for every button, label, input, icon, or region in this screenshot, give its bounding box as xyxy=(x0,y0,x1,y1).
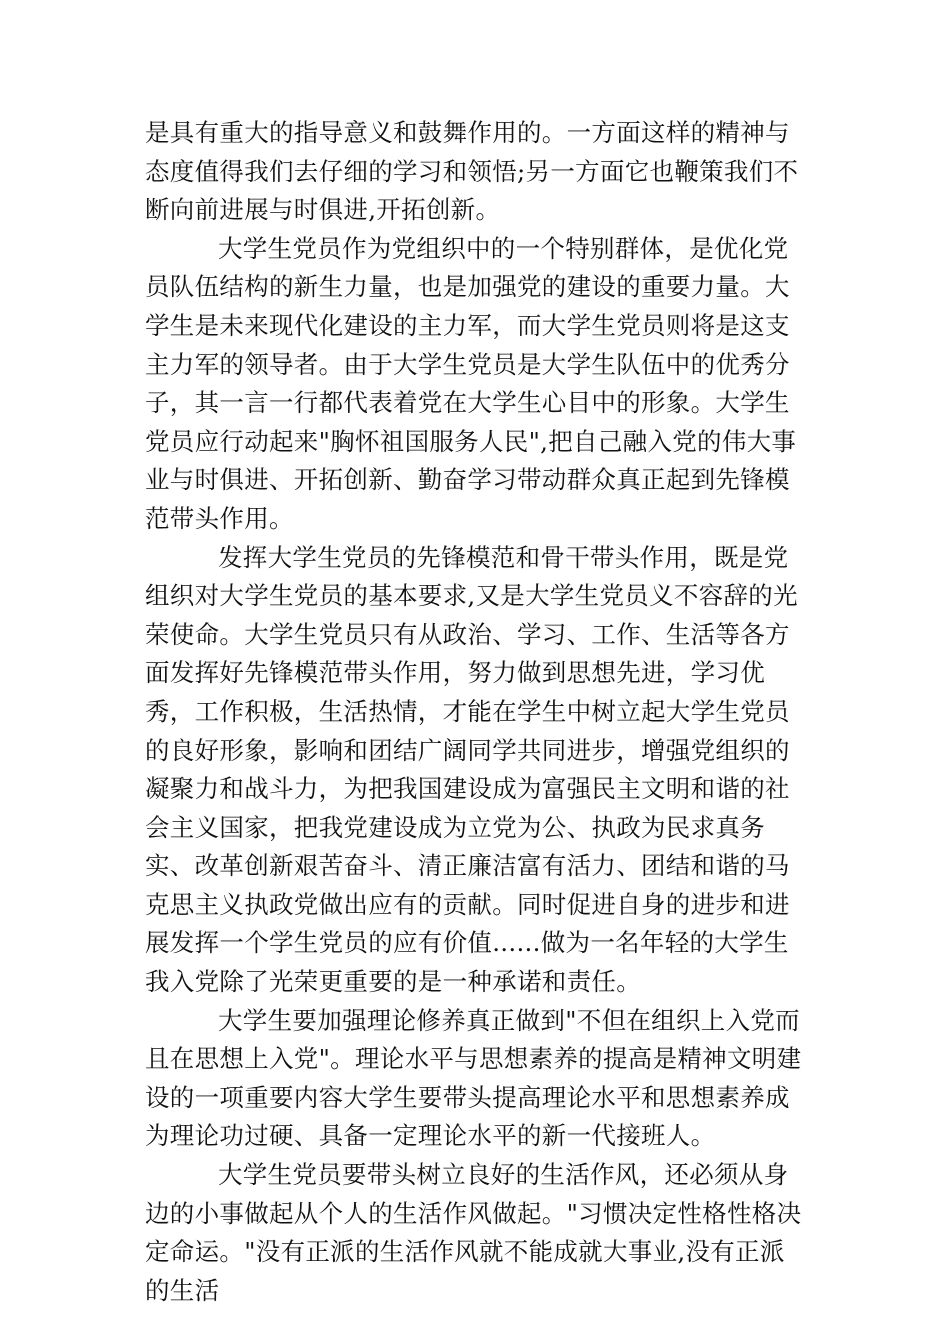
paragraph-5: 大学生党员要带头树立良好的生活作风，还必须从身边的小事做起从个人的生活作风做起。"习惯决定性格性格决定命运。"没有正派的生活作风就不能成就大事业,没有正派的生活 xyxy=(145,1160,802,1305)
paragraph-2: 大学生党员作为党组织中的一个特别群体，是优化党员队伍结构的新生力量，也是加强党的建设的重要力量。大学生是未来现代化建设的主力军，而大学生党员则将是这支主力军的领导者。由于大学生党员是大学生队伍中的优秀分子，其一言一行都代表着党在大学生心目中的形象。大学生党员应行动起来"胸怀祖国服务人民",把自己融入党的伟大事业与时俱进、开拓创新、勤奋学习带动群众真正起到先锋模范带头作用。 xyxy=(145,233,797,533)
document-body xyxy=(145,114,805,1310)
paragraph-4: 大学生要加强理论修养真正做到"不但在组织上入党而且在思想上入党"。理论水平与思想素养的提高是精神文明建设的一项重要内容大学生要带头提高理论水平和思想素养成为理论功过硬、具备一定理论水平的新一代接班人。 xyxy=(145,1005,802,1151)
paragraph-1: 是具有重大的指导意义和鼓舞作用的。一方面这样的精神与态度值得我们去仔细的学习和领悟;另一方面它也鞭策我们不断向前进展与时俱进,开拓创新。 xyxy=(145,118,799,225)
paragraph-3: 发挥大学生党员的先锋模范和骨干带头作用，既是党组织对大学生党员的基本要求,又是大学生党员义不容辞的光荣使命。大学生党员只有从政治、学习、工作、生活等各方面发挥好先锋模范带头作用，努力做到思想先进，学习优秀，工作积极，生活热情，才能在学生中树立起大学生党员的良好形象，影响和团结广阔同学共同进步，增强党组织的凝聚力和战斗力，为把我国建设成为富强民主文明和谐的社会主义国家，把我党建设成为立党为公、执政为民求真务实、改革创新艰苦奋斗、清正廉洁富有活力、团结和谐的马克思主义执政党做出应有的贡献。同时促进自身的进步和进展发挥一个学生党员的应有价值......做为一名年轻的大学生我入党除了光荣更重要的是一种承诺和责任。 xyxy=(145,542,798,997)
